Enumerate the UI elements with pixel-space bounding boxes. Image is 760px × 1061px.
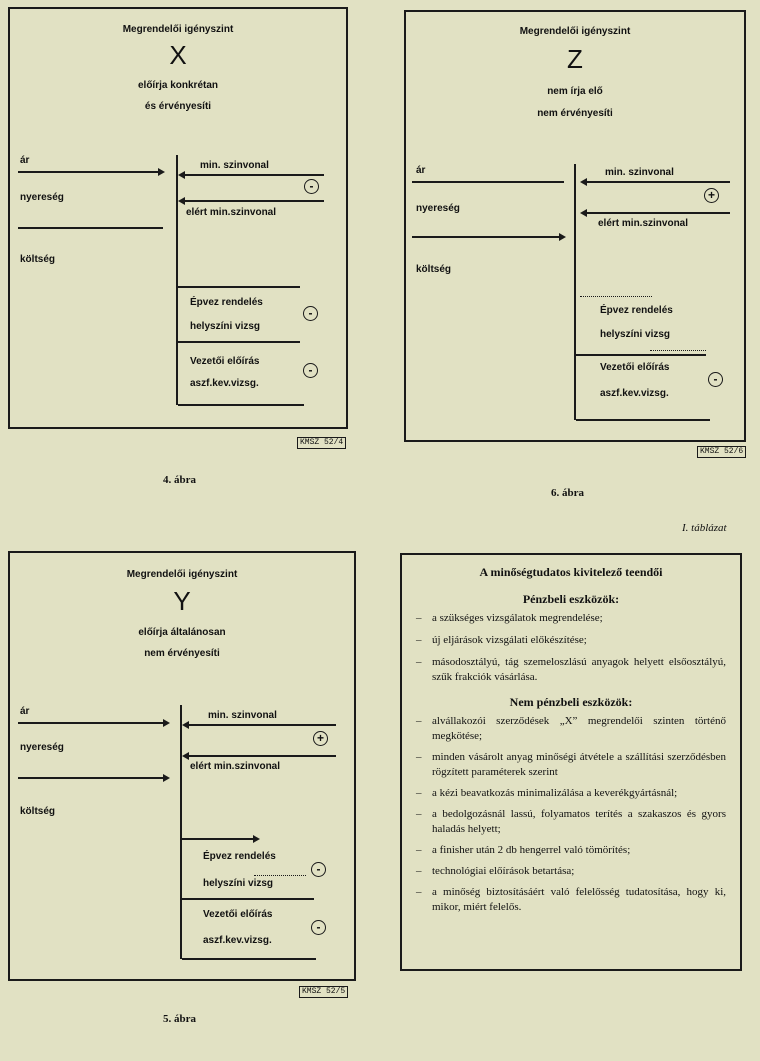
fig5-letter: Y — [173, 586, 191, 616]
fig6-header: Megrendelői igényszint — [519, 26, 631, 37]
fig5-block2-line1: Vezetői előírás — [203, 909, 273, 920]
fig6-block1-line1: Épvez rendelés — [600, 305, 673, 316]
list-item: – másodosztályú, tág szemeloszlású anyagok helyett elsőosztályú, szűk frakciók vásárlása. — [416, 656, 726, 683]
fig5-arrow-min — [184, 724, 336, 726]
fig5-reached: elért min.szinvonal — [190, 761, 281, 772]
table-title: A minőségtudatos kivitelező teendői — [479, 565, 663, 579]
fig5-minus-sign-2: - — [311, 920, 326, 935]
fig6-arrow-reached — [582, 212, 730, 214]
fig4-caption: 4. ábra — [163, 474, 196, 486]
fig6-line-block2 — [576, 354, 706, 356]
fig4-arrow-min — [180, 174, 324, 176]
fig5-plus-sign: + — [313, 731, 328, 746]
fig6-line-bottom — [576, 419, 710, 421]
fig4-block1-line2: helyszíni vizsg — [190, 321, 261, 332]
fig4-label-ar: ár — [20, 155, 30, 166]
fig6-arrow-nyereseg — [412, 236, 564, 238]
fig4-arrow-ar — [18, 171, 163, 173]
fig5-line-bottom — [182, 958, 316, 960]
table-reference: I. táblázat — [682, 522, 727, 534]
fig6-label-nyereseg: nyereség — [416, 203, 460, 214]
fig6-caption: 6. ábra — [551, 487, 584, 499]
fig6-line2: nem érvényesíti — [537, 108, 613, 119]
fig6-reached: elért min.szinvonal — [598, 218, 689, 229]
fig4-label-koltseg: költség — [20, 254, 56, 265]
list-item: – technológiai előírások betartása; — [416, 865, 575, 877]
fig5-label-koltseg: költség — [20, 806, 56, 817]
fig4-arrow-reached — [180, 200, 324, 202]
fig6-plus-sign: + — [704, 188, 719, 203]
fig5-arrow-ar — [18, 722, 168, 724]
fig6-dotted-block1 — [580, 296, 652, 297]
fig5-arrow-reached — [184, 755, 336, 757]
fig5-line-block2 — [182, 898, 314, 900]
list-item: – a bedolgozásnál lassú, folyamatos terítés a szakaszos és gyors haladás helyett; — [416, 808, 726, 835]
fig4-label-nyereseg: nyereség — [20, 192, 64, 203]
fig6-block1-line2: helyszíni vizsg — [600, 329, 671, 340]
fig4-header: Megrendelői igényszint — [122, 24, 234, 35]
table-box — [400, 553, 742, 971]
fig5-label-nyereseg: nyereség — [20, 742, 64, 753]
fig5-caption: 5. ábra — [163, 1013, 196, 1025]
fig5-arrow-nyereseg — [18, 777, 168, 779]
list-item: – a minőség biztosításáért való felelősség tudatosítása, hogy ki, mikor, miért felelős. — [416, 886, 726, 913]
fig4-line-nyereseg — [18, 227, 163, 229]
fig4-line-block1 — [178, 286, 300, 288]
fig4-minus-sign-2: - — [303, 306, 318, 321]
fig6-min-level: min. szinvonal — [605, 167, 674, 178]
fig5-block2-line2: aszf.kev.vizsg. — [203, 935, 272, 946]
fig5-line1: előírja általánosan — [138, 627, 226, 638]
fig4-block2-line1: Vezetői előírás — [190, 356, 260, 367]
table-subtitle-monetary: Pénzbeli eszközök: — [522, 592, 620, 606]
list-item: – a finisher után 2 db hengerrel való tömörítés; — [416, 844, 631, 856]
fig5-minus-sign-1: - — [311, 862, 326, 877]
fig5-code: KMSZ 52/5 — [299, 986, 348, 998]
fig5-header: Megrendelői igényszint — [126, 569, 238, 580]
fig6-dotted-block1b — [650, 350, 706, 351]
list-item: – a kézi beavatkozás minimalizálása a keverékgyártásnál; — [416, 787, 678, 799]
fig5-line2: nem érvényesíti — [144, 648, 220, 659]
fig4-line2: és érvényesíti — [144, 101, 212, 112]
fig6-label-ar: ár — [416, 165, 426, 176]
fig6-line-ar — [412, 181, 564, 183]
table-subtitle-nonmonetary: Nem pénzbeli eszközök: — [509, 695, 633, 709]
fig4-block2-line2: aszf.kev.vizsg. — [190, 378, 259, 389]
fig5-min-level: min. szinvonal — [208, 710, 277, 721]
fig6-line1: nem írja elő — [547, 86, 603, 97]
fig5-arrow-block1 — [182, 838, 258, 840]
fig5-label-ar: ár — [20, 706, 30, 717]
fig5-dotted-block1 — [254, 875, 306, 876]
fig4-minus-sign-1: - — [304, 179, 319, 194]
fig5-block1-line2: helyszíni vizsg — [203, 878, 274, 889]
fig6-code: KMSZ 52/6 — [697, 446, 746, 458]
list-item: – új eljárások vizsgálati előkészítése; — [416, 634, 587, 646]
fig4-code: KMSZ 52/4 — [297, 437, 346, 449]
fig6-arrow-min — [582, 181, 730, 183]
list-item: – a szükséges vizsgálatok megrendelése; — [416, 612, 603, 624]
fig4-block1-line1: Épvez rendelés — [190, 297, 263, 308]
fig5-block1-line1: Épvez rendelés — [203, 851, 276, 862]
fig4-letter: X — [169, 40, 187, 70]
fig6-block2-line1: Vezetői előírás — [600, 362, 670, 373]
fig4-line-bottom — [178, 404, 304, 406]
list-item: – minden vásárolt anyag minőségi átvétele a szállítási szerződésben rögzített paraméterek szerint — [416, 751, 726, 778]
fig4-minus-sign-3: - — [303, 363, 318, 378]
list-item: – alvállakozói szerződések „X” megrendelői szinten történő megkötése; — [416, 715, 726, 742]
fig6-block2-line2: aszf.kev.vizsg. — [600, 388, 669, 399]
fig6-divider — [574, 164, 576, 420]
fig4-line-block2 — [178, 341, 300, 343]
fig5-divider — [180, 705, 182, 959]
fig6-label-koltseg: költség — [416, 264, 452, 275]
fig6-minus-sign: - — [708, 372, 723, 387]
fig4-line1: előírja konkrétan — [137, 80, 219, 91]
fig6-letter: Z — [567, 44, 583, 74]
fig4-divider — [176, 155, 178, 405]
fig4-min-level: min. szinvonal — [200, 160, 269, 171]
fig4-reached: elért min.szinvonal — [186, 207, 277, 218]
